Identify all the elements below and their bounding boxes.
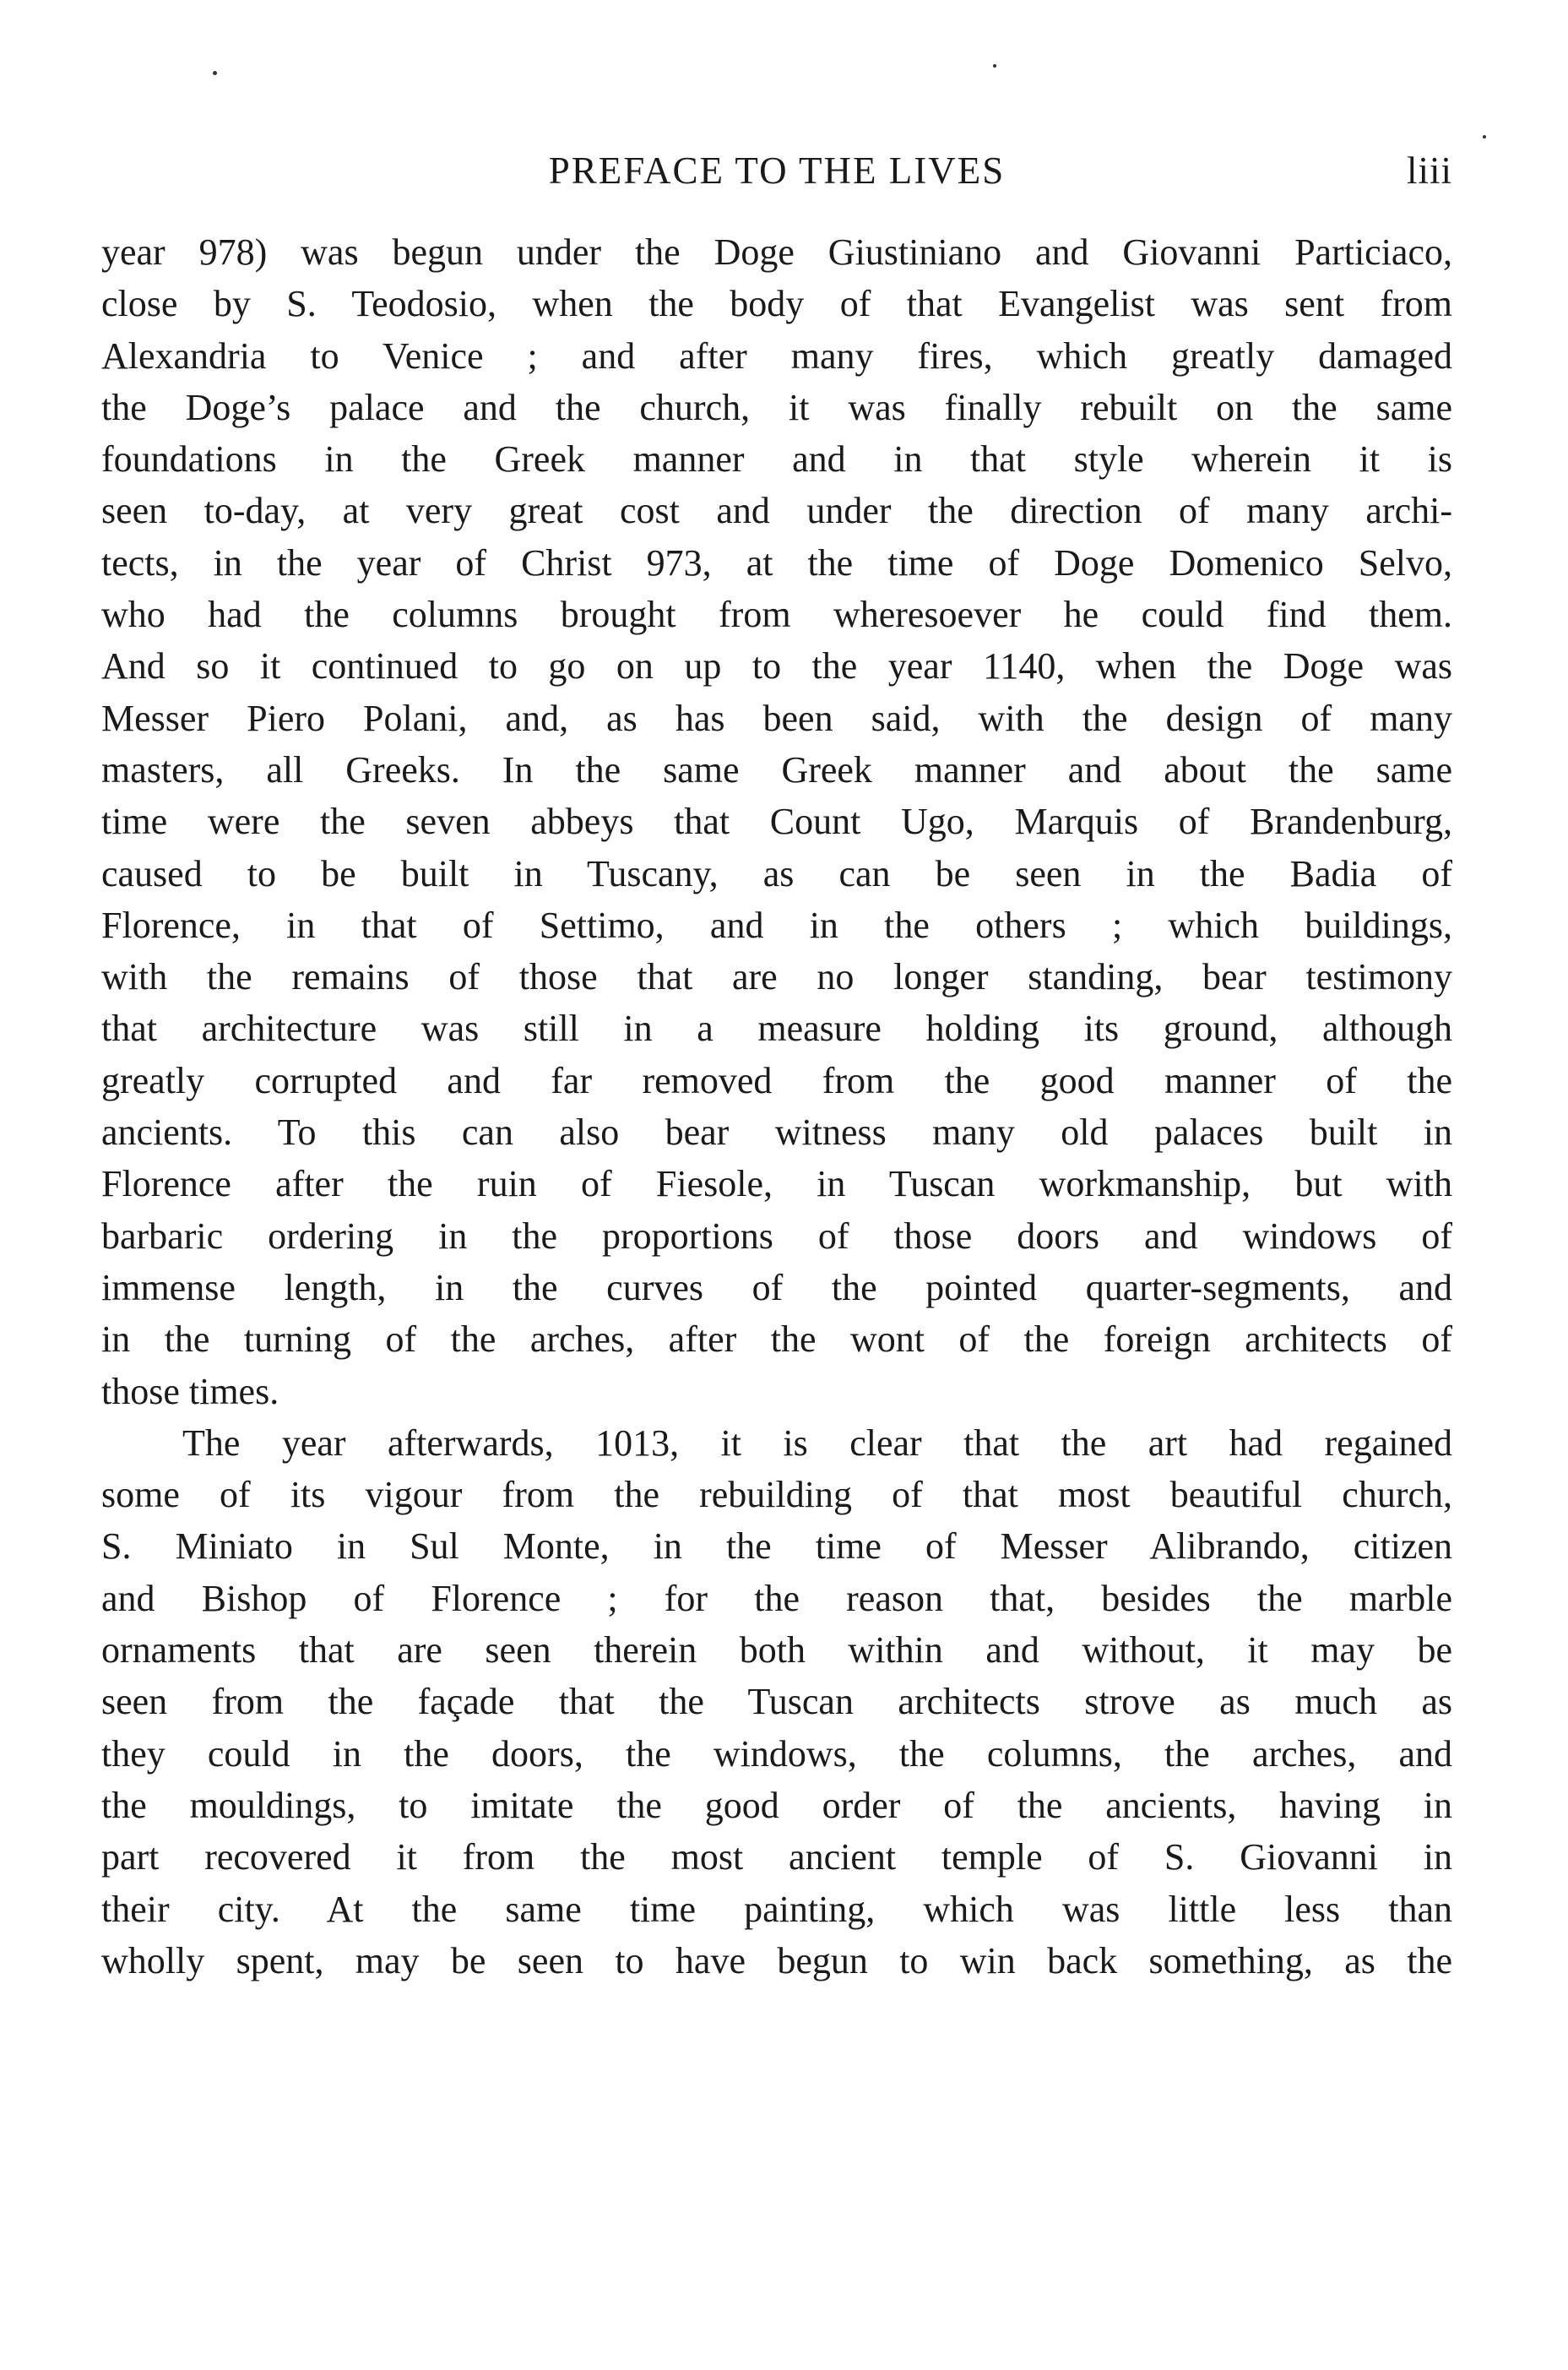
text-line: with the remains of those that are no longer standing, bear testimony <box>101 956 1452 998</box>
text-line: masters, all Greeks. In the same Greek manner and about the same <box>101 748 1452 791</box>
text-line: Messer Piero Polani, and, as has been said, with the design of many <box>101 697 1452 739</box>
text-line: ornaments that are seen therein both within and without, it may be <box>101 1629 1452 1672</box>
running-head <box>101 149 1452 199</box>
body-text <box>101 226 1452 1987</box>
text-line: barbaric ordering in the proportions of those doors and windows of <box>101 1215 1452 1257</box>
text-line: Florence after the ruin of Fiesole, in Tuscan workmanship, but with <box>101 1163 1452 1205</box>
text-line: in the turning of the arches, after the wont of the foreign architects of <box>101 1318 1452 1361</box>
paragraph-end-line: those times. <box>101 1370 279 1412</box>
text-line: time were the seven abbeys that Count Ugo, Marquis of Brandenburg, <box>101 801 1452 843</box>
text-line: tects, in the year of Christ 973, at the time of Doge Domenico Selvo, <box>101 541 1452 584</box>
paragraph-start-line: The year afterwards, 1013, it is clear that the art had regained <box>182 1421 1452 1464</box>
text-line: close by S. Teodosio, when the body of that Evangelist was sent from <box>101 283 1452 325</box>
text-line: their city. At the same time painting, which was little less than <box>101 1888 1452 1930</box>
print-speck <box>1483 135 1486 139</box>
text-line: greatly corrupted and far removed from the good manner of the <box>101 1059 1452 1101</box>
text-line: S. Miniato in Sul Monte, in the time of Messer Alibrando, citizen <box>101 1525 1452 1568</box>
text-line: that architecture was still in a measure holding its ground, although <box>101 1008 1452 1050</box>
text-line: Alexandria to Venice ; and after many fires, which greatly damaged <box>101 334 1452 377</box>
text-line: part recovered it from the most ancient temple of S. Giovanni in <box>101 1836 1452 1878</box>
text-line: immense length, in the curves of the pointed quarter-segments, and <box>101 1266 1452 1308</box>
text-line: foundations in the Greek manner and in that style wherein it is <box>101 438 1452 481</box>
print-speck <box>213 71 217 75</box>
text-line: seen to-day, at very great cost and under the direction of many archi- <box>101 490 1452 532</box>
text-line: ancients. To this can also bear witness many old palaces built in <box>101 1112 1452 1154</box>
text-line: the mouldings, to imitate the good order of the ancients, having in <box>101 1784 1452 1826</box>
text-line: year 978) was begun under the Doge Giustiniano and Giovanni Particiaco, <box>101 231 1452 273</box>
print-speck <box>993 64 996 68</box>
text-line: they could in the doors, the windows, the columns, the arches, and <box>101 1732 1452 1775</box>
text-line: And so it continued to go on up to the year 1140, when the Doge was <box>101 645 1452 688</box>
text-line: who had the columns brought from wheresoever he could find them. <box>101 594 1452 636</box>
text-line: the Doge’s palace and the church, it was finally rebuilt on the same <box>101 386 1452 428</box>
text-line: Florence, in that of Settimo, and in the others ; which buildings, <box>101 904 1452 946</box>
page-number: liii <box>1406 149 1452 192</box>
text-line: some of its vigour from the rebuilding of that most beautiful church, <box>101 1474 1452 1516</box>
text-line: seen from the façade that the Tuscan architects strove as much as <box>101 1681 1452 1723</box>
text-line: wholly spent, may be seen to have begun to win back something, as the <box>101 1939 1452 1981</box>
running-title: PREFACE TO THE LIVES <box>548 149 1006 192</box>
text-line: caused to be built in Tuscany, as can be seen in the Badia of <box>101 852 1452 894</box>
text-line: and Bishop of Florence ; for the reason that, besides the marble <box>101 1577 1452 1619</box>
